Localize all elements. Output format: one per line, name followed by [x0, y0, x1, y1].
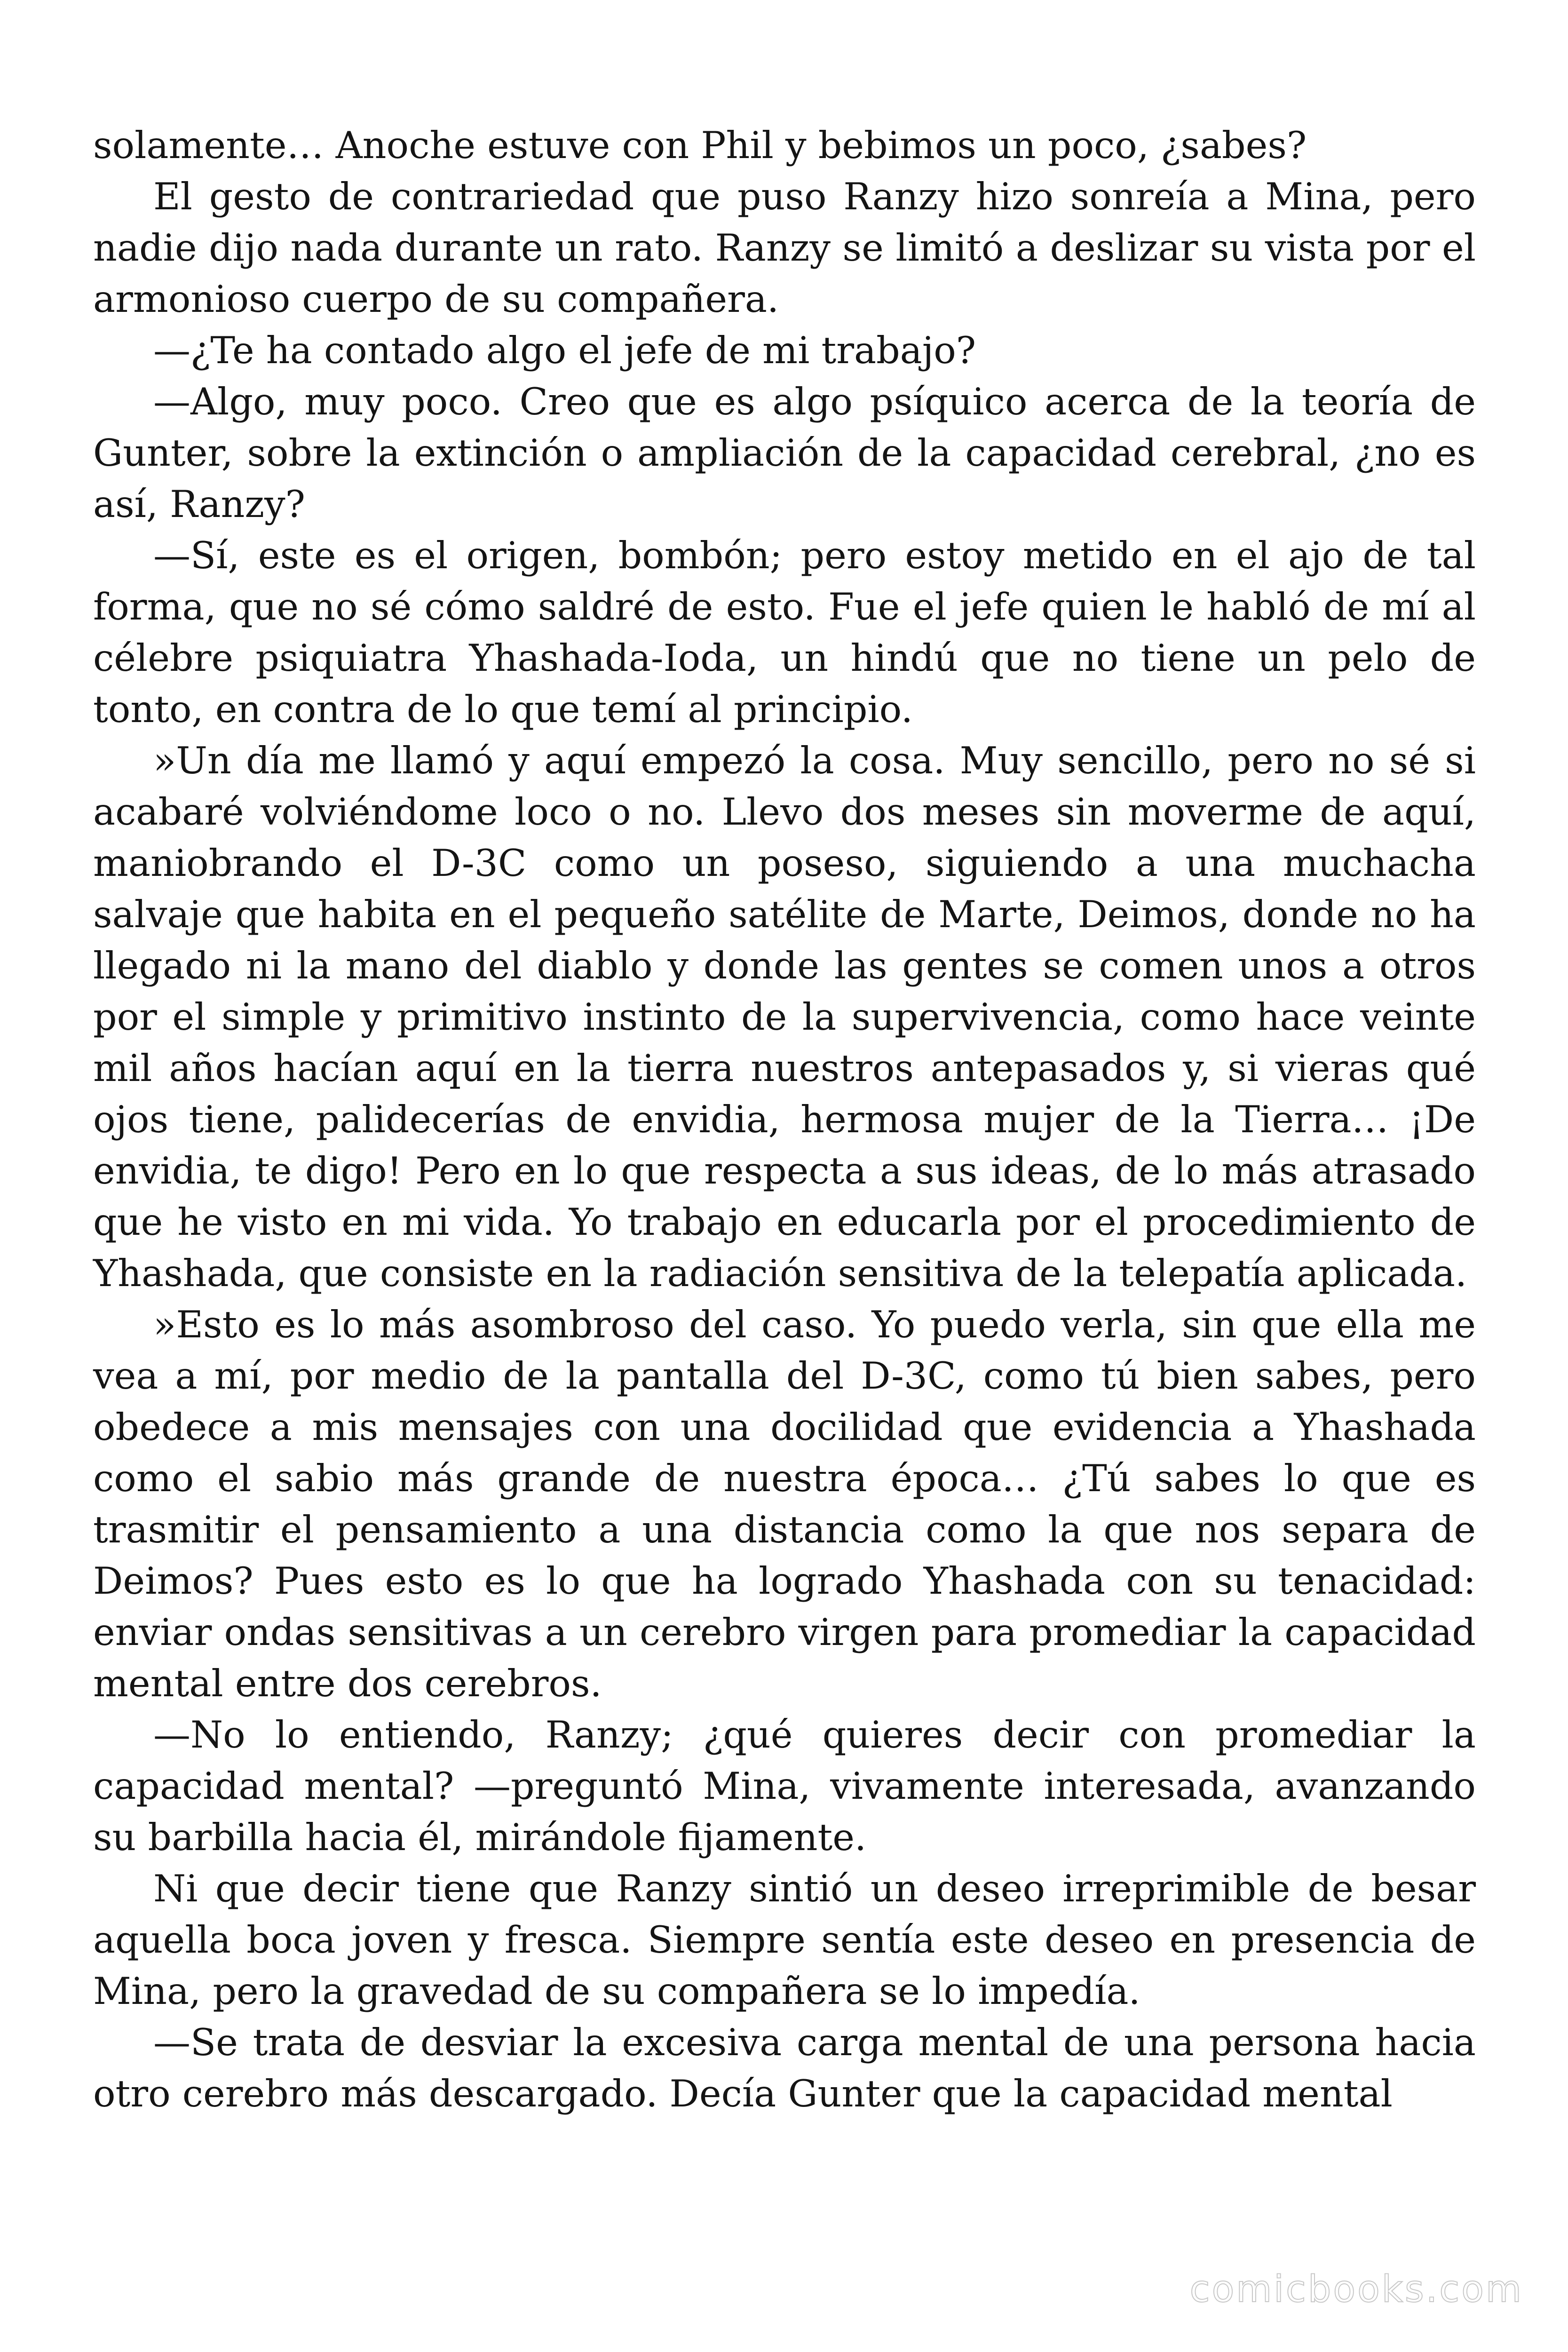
paragraph-6: »Un día me llamó y aquí empezó la cosa. Muy sencillo, pero no sé si acabaré volviéndome loco o no. Llevo dos meses sin moverme de aquí, maniobrando el D-3C como un poseso, siguiendo a una muchacha salvaje que habita en el pequeño satélite de Marte, Deimos, donde no ha llegado ni la mano del diablo y donde las gentes se comen unos a otros por el simple y primitivo instinto de la supervivencia, como hace veinte mil años hacían aquí en la tierra nuestros antepasados y, si vieras qué ojos tiene, palidecerías de envidia, hermosa mujer de la Tierra… ¡De envidia, te digo! Pero en lo que respecta a sus ideas, de lo más atrasado que he visto en mi vida. Yo trabajo en educarla por el procedimiento de Yhashada, que consiste en la radiación sensitiva de la telepatía aplicada. [93, 739, 1476, 1295]
paragraph-1: solamente… Anoche estuve con Phil y bebimos un poco, ¿sabes? [93, 124, 1307, 167]
book-page-text [93, 120, 1476, 2120]
paragraph-3: —¿Te ha contado algo el jefe de mi trabajo? [153, 329, 976, 372]
site-watermark: comicbooks.com [1189, 2268, 1523, 2311]
paragraph-5: —Sí, este es el origen, bombón; pero estoy metido en el ajo de tal forma, que no sé cómo saldré de esto. Fue el jefe quien le habló de mí al célebre psiquiatra Yhashada-Ioda, un hindú que no tiene un pelo de tonto, en contra de lo que temí al principio. [93, 534, 1476, 731]
paragraph-2: El gesto de contrariedad que puso Ranzy hizo sonreía a Mina, pero nadie dijo nada durante un rato. Ranzy se limitó a deslizar su vista por el armonioso cuerpo de su compañera. [93, 175, 1476, 321]
paragraph-9: Ni que decir tiene que Ranzy sintió un deseo irreprimible de besar aquella boca joven y fresca. Siempre sentía este deseo en presencia de Mina, pero la gravedad de su compañera se lo impedía. [93, 1867, 1476, 2013]
paragraph-8: —No lo entiendo, Ranzy; ¿qué quieres decir con promediar la capacidad mental? —preguntó Mina, vivamente interesada, avanzando su barbilla hacia él, mirándole fijamente. [93, 1713, 1476, 1859]
paragraph-4: —Algo, muy poco. Creo que es algo psíquico acerca de la teoría de Gunter, sobre la extinción o ampliación de la capacidad cerebral, ¿no es así, Ranzy? [93, 380, 1476, 526]
paragraph-7: »Esto es lo más asombroso del caso. Yo puedo verla, sin que ella me vea a mí, por medio de la pantalla del D-3C, como tú bien sabes, pero obedece a mis mensajes con una docilidad que evidencia a Yhashada como el sabio más grande de nuestra época… ¿Tú sabes lo que es trasmitir el pensamiento a una distancia como la que nos separa de Deimos? Pues esto es lo que ha logrado Yhashada con su tenacidad: enviar ondas sensitivas a un cerebro virgen para promediar la capacidad mental entre dos cerebros. [93, 1303, 1476, 1705]
paragraph-10: —Se trata de desviar la excesiva carga mental de una persona hacia otro cerebro más descargado. Decía Gunter que la capacidad mental [93, 2021, 1476, 2115]
